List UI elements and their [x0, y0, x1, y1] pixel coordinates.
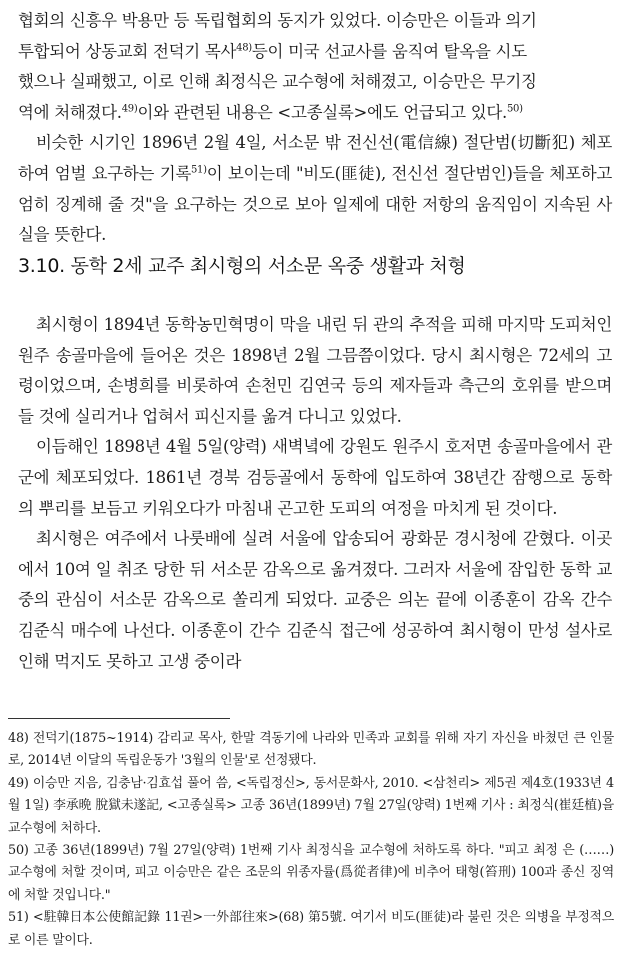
section-text-block [18, 310, 612, 677]
paragraph: 최시형이 1894년 동학농민혁명이 막을 내린 뒤 관의 추적을 피해 마지막 도피처인 원주 송골마을에 들어온 것은 1898년 2월 그믐쯤이었다. 당시 최시형은 72세의 고령이었으며, 손병희를 비롯하여 손천민 김연국 등의 제자들과 측근의 호위를 받으며 들 것에 실리거나 업혀서 피신지를 옮겨 다니고 있었다. [18, 315, 612, 426]
text-line: 이와 관련된 내용은 <고종실록>에도 언급되고 있다. [137, 102, 507, 122]
footnote-48: 48) 전덕기(1875~1914) 감리교 목사, 한말 격동기에 나라와 민족과 교회를 위해 자기 자신을 바쳤던 큰 인물로, 2014년 이달의 독립운동가 '3월의 인물'로 선정됐다. [8, 731, 614, 769]
text-line: 협회의 신흥우 박용만 등 독립협회의 동지가 있었다. 이승만은 이들과 의기 [18, 11, 537, 30]
text-line: 투합되어 상동교회 전덕기 목사 [18, 41, 237, 61]
text-run: 이 보이는데 "비도(匪徒), 전신선 절단범인)들을 체포하고 엄히 징계해 줄 것"을 요구하는 것으로 보아 일제에 대한 저항의 움직임이 지속된 사실을 뜻한다. [18, 163, 612, 245]
text-line: 했으나 실패했고, 이로 인해 최정식은 교수형에 처해졌고, 이승만은 무기징 [18, 72, 537, 92]
footnote-ref-50: 50) [506, 103, 523, 115]
text-line: 역에 처해졌다. [18, 102, 122, 122]
footnote-divider [8, 718, 230, 719]
paragraph: 이듬해인 1898년 4월 5일(양력) 새벽녘에 강원도 원주시 호저면 송골마을에서 관군에 체포되었다. 1861년 경북 검등골에서 동학에 입도하여 38년간 잠행으로 동학의 뿌리를 보듬고 키워오다가 마침내 곤고한 도피의 여정을 마치게 된 것이다. [18, 437, 612, 518]
footnote-50: 50) 고종 36년(1899년) 7월 27일(양력) 1번째 기사 최정식을 교수형에 처하도록 하다. "피고 최정 은 (……)교수형에 처할 것이며, 피고 이승만은 같은 조문의 위종자률(爲從者律)에 비추어 태형(笞刑) 100과 종신 징역에 처할 것입니다." [8, 843, 614, 903]
footnote-ref-48: 48) [236, 42, 252, 54]
paragraph-line [18, 67, 612, 98]
section-heading: 3.10. 동학 2세 교주 최시형의 서소문 옥중 생활과 처형 [18, 255, 466, 277]
text-line: 등이 미국 선교사를 움직여 탈옥을 시도 [251, 41, 527, 61]
footnotes [8, 728, 614, 952]
paragraph [18, 128, 612, 250]
paragraph-line [18, 6, 612, 37]
footnote-49: 49) 이승만 지음, 김충남·김효섭 풀어 씀, <독립정신>, 동서문화사, 2010. <삼천리> 제5권 제4호(1933년 4월 1일) 李承晩 脫獄未遂記, <고종실록> 고종 36년(1899년) 7월 27일(양력) 1번째 기사 : 최정식(崔廷植)을 교수형에 처하다. [8, 775, 614, 836]
paragraph-line [18, 98, 612, 129]
intro-text-block [18, 6, 612, 251]
footnote-ref-49: 49) [121, 103, 138, 115]
footnote-ref-51: 51) [191, 164, 207, 176]
paragraph: 최시형은 여주에서 나룻배에 실려 서울에 압송되어 광화문 경시청에 갇혔다. 이곳에서 10여 일 취조 당한 뒤 서소문 감옥으로 옮겨졌다. 그러자 서울에 잠입한 동학 교중의 관심이 서소문 감옥으로 쏠리게 되었다. 교중은 의논 끝에 이종훈이 감옥 간수 김준식 매수에 나선다. 이종훈이 간수 김준식 접근에 성공하여 최시형이 만성 설사로 인해 먹지도 못하고 고생 중이라 [18, 529, 612, 671]
footnote-51: 51) <駐韓日本公使館記錄 11권>一外部往來>(68) 第5號. 여기서 비도(匪徒)라 불린 것은 의병을 부정적으로 이른 말이다. [8, 910, 614, 948]
paragraph-line [18, 37, 612, 68]
text-run: 비슷한 시기인 1896년 2월 4일, 서소문 밖 전신선(電信線) 절단범(切斷犯) 체포하여 엄벌 요구하는 기록 [18, 133, 612, 183]
